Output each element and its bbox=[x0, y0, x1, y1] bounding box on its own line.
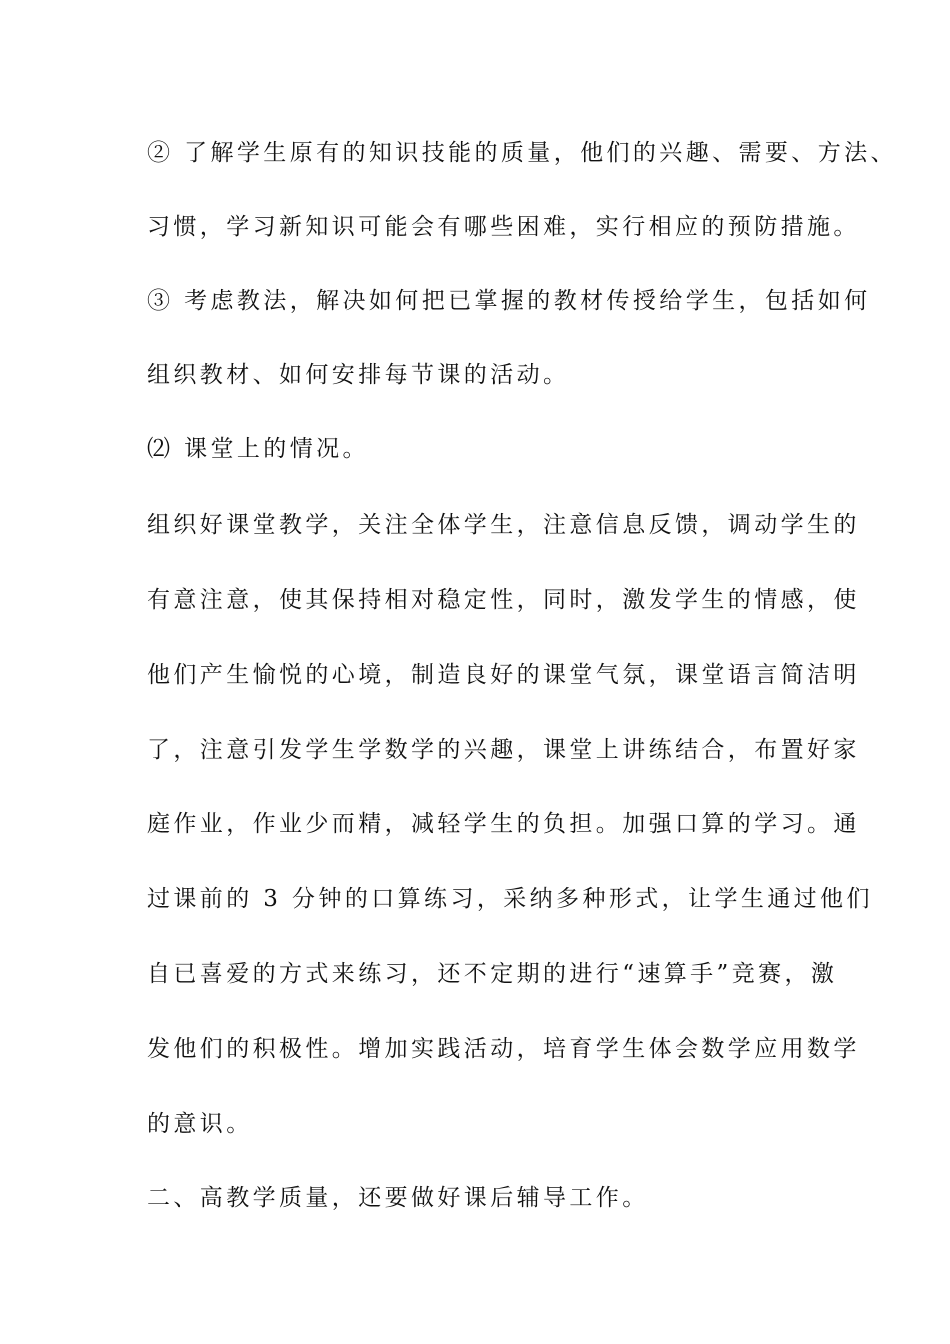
text-line-6: 组织好课堂教学，关注全体学生，注意信息反馈，调动学生的 bbox=[147, 512, 860, 538]
text-line-8: 他们产生愉悦的心境，制造良好的课堂气氛，课堂语言简洁明 bbox=[147, 662, 860, 688]
text-line-15: 二、高教学质量，还要做好课后辅导工作。 bbox=[147, 1185, 649, 1211]
text-line-14: 的意识。 bbox=[147, 1111, 253, 1137]
section-heading: ⑵ 课堂上的情况。 bbox=[147, 436, 369, 462]
text-line-13: 发他们的积极性。增加实践活动，培育学生体会数学应用数学 bbox=[147, 1036, 860, 1062]
text-line-11: 过课前的 3 分钟的口算练习，采纳多种形式，让学生通过他们 bbox=[147, 886, 873, 912]
text-line-1: ② 了解学生原有的知识技能的质量，他们的兴趣、需要、方法、 bbox=[147, 140, 897, 166]
text-line-9: 了，注意引发学生学数学的兴趣，课堂上讲练结合，布置好家 bbox=[147, 737, 860, 763]
text-line-7: 有意注意，使其保持相对稳定性，同时，激发学生的情感，使 bbox=[147, 587, 860, 613]
text-line-10: 庭作业，作业少而精，减轻学生的负担。加强口算的学习。通 bbox=[147, 811, 860, 837]
text-line-2: 习惯，学习新知识可能会有哪些困难，实行相应的预防措施。 bbox=[147, 214, 860, 240]
text-line-12: 自已喜爱的方式来练习，还不定期的进行“速算手”竞赛，激 bbox=[147, 961, 838, 987]
text-line-4: 组织教材、如何安排每节课的活动。 bbox=[147, 362, 570, 388]
text-line-3: ③ 考虑教法，解决如何把已掌握的教材传授给学生，包括如何 bbox=[147, 288, 871, 314]
